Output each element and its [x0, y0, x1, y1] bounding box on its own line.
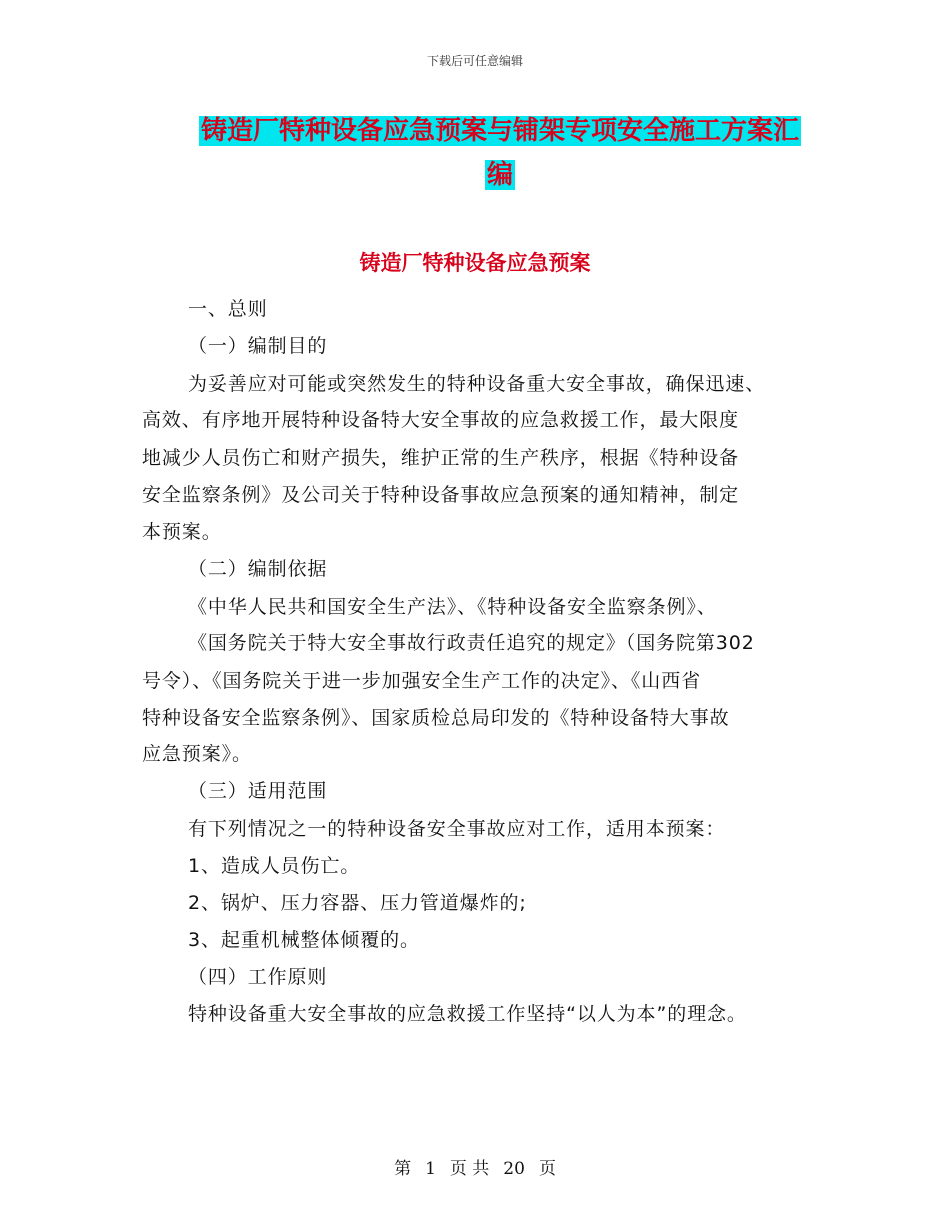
paragraph-line: 特种设备安全监察条例》、国家质检总局印发的《特种设备特大事故 — [142, 707, 730, 729]
paragraph-line: 有下列情况之一的特种设备安全事故应对工作，适用本预案： — [188, 818, 726, 840]
main-title-line-2 — [190, 154, 810, 196]
page-number: 1 — [425, 1159, 436, 1179]
paragraph-line: 本预案。 — [142, 521, 222, 543]
paragraph-line: 号令）、《国务院关于进一步加强安全生产工作的决定》、《山西省 — [142, 670, 702, 692]
subheading-basis: （二）编制依据 — [188, 558, 328, 580]
paragraph-line: 安全监察条例》及公司关于特种设备事故应急预案的通知精神，制定 — [142, 484, 740, 506]
main-title-line-2-text: 编 — [486, 160, 513, 190]
paragraph-line: 《国务院关于特大安全事故行政责任追究的规定》（国务院第302 — [188, 632, 755, 654]
heading-general: 一、总则 — [188, 298, 268, 320]
footer-prefix: 第 — [394, 1159, 412, 1179]
main-title-line-1-text: 铸造厂特种设备应急预案与铺架专项安全施工方案汇 — [200, 116, 799, 146]
subheading-scope: （三）适用范围 — [188, 780, 328, 802]
list-item: 2、锅炉、压力容器、压力管道爆炸的; — [188, 892, 527, 914]
paragraph-line: 《中华人民共和国安全生产法》、《特种设备安全监察条例》、 — [188, 596, 717, 618]
paragraph-line: 为妥善应对可能或突然发生的特种设备重大安全事故，确保迅速、 — [188, 373, 766, 395]
list-item: 3、起重机械整体倾覆的。 — [188, 929, 420, 951]
footer-suffix: 页 — [538, 1159, 556, 1179]
paragraph-line: 特种设备重大安全事故的应急救援工作坚持“以人为本”的理念。 — [188, 1003, 747, 1025]
main-title-line-1 — [190, 110, 810, 152]
list-item: 1、造成人员伤亡。 — [188, 855, 361, 877]
total-pages: 20 — [503, 1159, 525, 1179]
section-title: 铸造厂特种设备应急预案 — [359, 251, 591, 275]
subheading-purpose: （一）编制目的 — [188, 335, 328, 357]
footer-mid: 页 共 — [449, 1159, 490, 1179]
paragraph-line: 高效、有序地开展特种设备特大安全事故的应急救援工作，最大限度 — [142, 409, 740, 431]
subheading-principles: （四）工作原则 — [188, 966, 328, 988]
header-note: 下载后可任意编辑 — [426, 54, 523, 68]
page-footer — [0, 1154, 950, 1179]
paragraph-line: 地减少人员伤亡和财产损失，维护正常的生产秩序，根据《特种设备 — [142, 447, 740, 469]
paragraph-line: 应急预案》。 — [142, 743, 252, 765]
